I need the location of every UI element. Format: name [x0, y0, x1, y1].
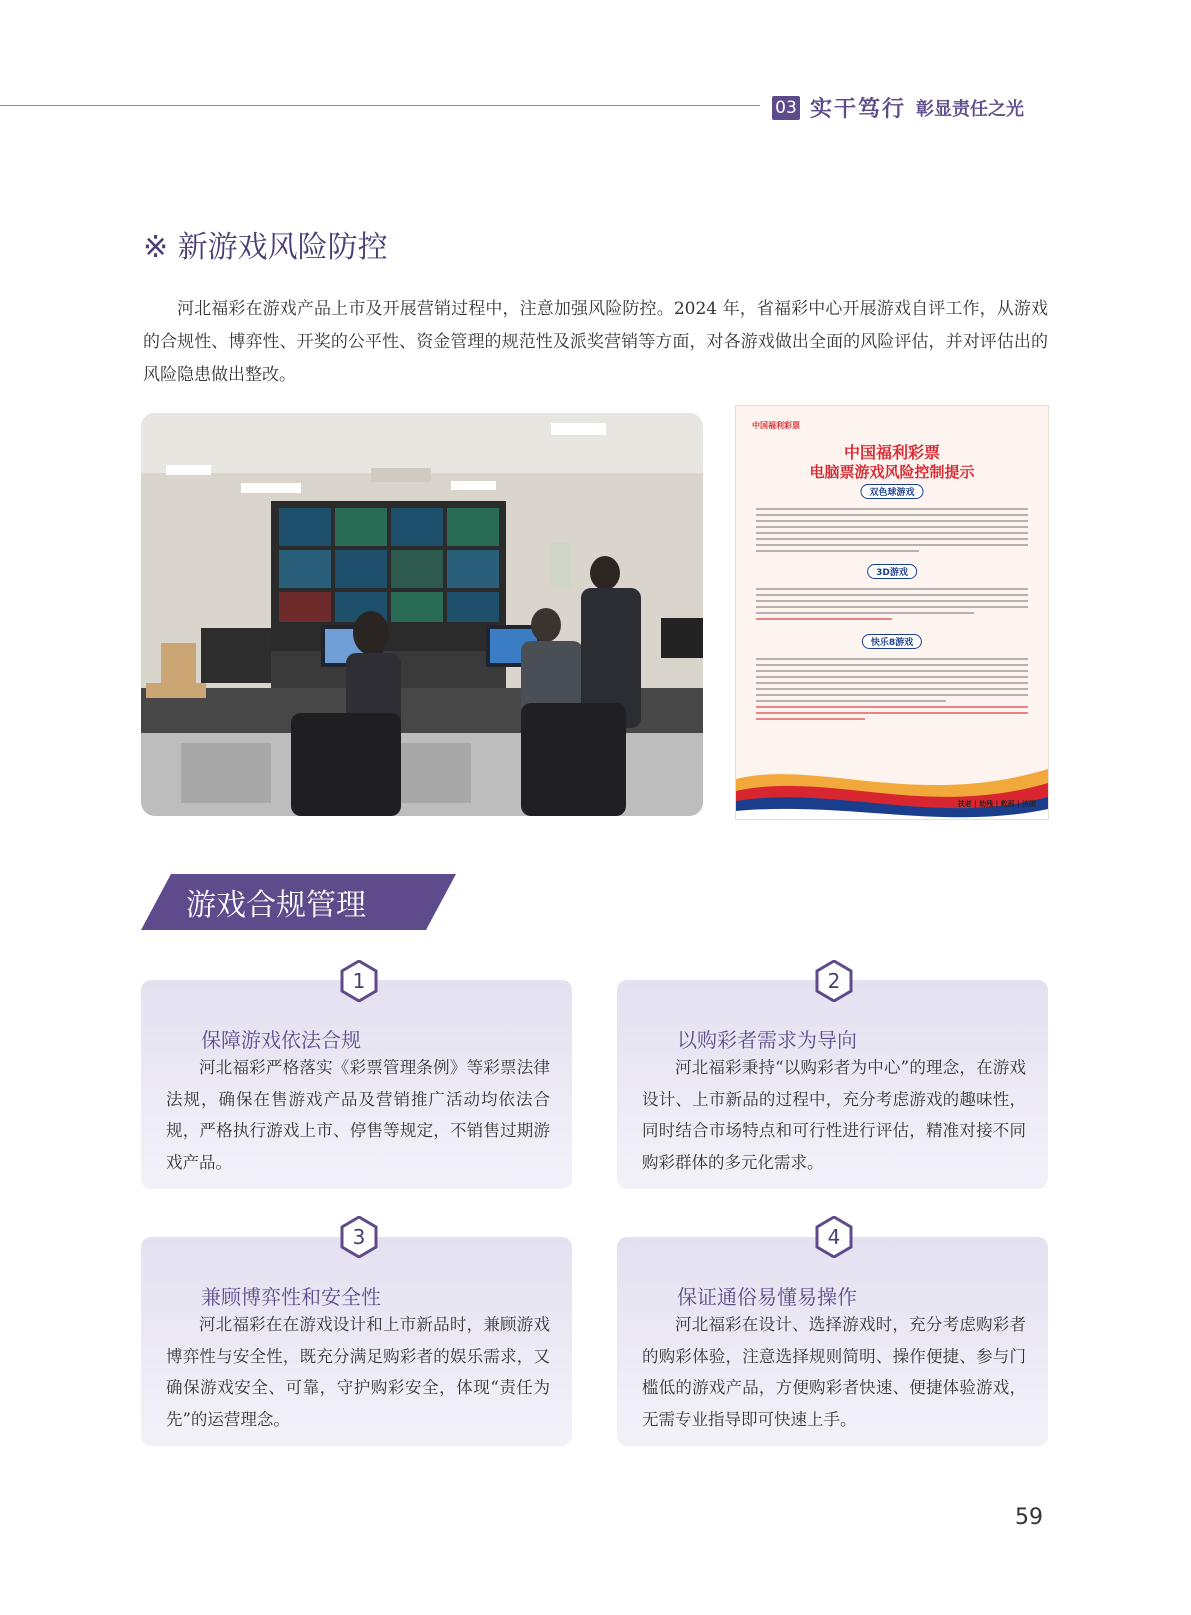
- poster-text-block-2: [756, 584, 1028, 624]
- card-number: 1: [352, 969, 366, 993]
- section-intro: 河北福彩在游戏产品上市及开展营销过程中，注意加强风险防控。2024 年，省福彩中心开展游戏自评工作，从游戏的合规性、博弈性、开奖的公平性、资金管理的规范性及派奖营销等方面，对各游戏做出全面的风险评估，并对评估出的风险隐患做出整改。: [143, 299, 1048, 385]
- compliance-banner-title: 游戏合规管理: [186, 888, 366, 923]
- card-title: 兼顾博弈性和安全性: [201, 1285, 381, 1309]
- card-number: 4: [827, 1225, 841, 1249]
- poster-footer: 扶老 | 助残 | 救孤 | 济困: [957, 800, 1036, 808]
- chapter-number: 03: [772, 96, 800, 120]
- compliance-card-3: [141, 1237, 572, 1446]
- card-body: 河北福彩秉持“以购彩者为中心”的理念，在游戏设计、上市新品的过程中，充分考虑游戏的趣味性，同时结合市场特点和可行性进行评估，精准对接不同购彩群体的多元化需求。: [642, 1058, 1026, 1172]
- card-title: 以购彩者需求为导向: [677, 1028, 857, 1052]
- page-number: 59: [1015, 1505, 1043, 1530]
- card-number: 2: [827, 969, 841, 993]
- risk-control-poster: [735, 405, 1049, 820]
- control-room-photo: [141, 413, 703, 816]
- card-title: 保障游戏依法合规: [201, 1028, 361, 1052]
- poster-tag-3d: 3D游戏: [867, 564, 917, 579]
- card-body: 河北福彩在在游戏设计和上市新品时，兼顾游戏博弈性与安全性，既充分满足购彩者的娱乐需求，又确保游戏安全、可靠，守护购彩安全，体现“责任为先”的运营理念。: [166, 1315, 550, 1429]
- card-body: 河北福彩严格落实《彩票管理条例》等彩票法律法规，确保在售游戏产品及营销推广活动均依法合规，严格执行游戏上市、停售等规定，不销售过期游戏产品。: [166, 1058, 550, 1172]
- poster-tag-kl8: 快乐8游戏: [862, 634, 922, 649]
- compliance-card-2: [617, 980, 1048, 1189]
- header-rule: [0, 105, 760, 106]
- chapter-subtitle: 彰显责任之光: [916, 98, 1025, 120]
- poster-text-block-1: [756, 504, 1028, 556]
- card-body: 河北福彩在设计、选择游戏时，充分考虑购彩者的购彩体验，注意选择规则简明、操作便捷、参与门槛低的游戏产品，方便购彩者快速、便捷体验游戏，无需专业指导即可快速上手。: [642, 1315, 1026, 1429]
- control-room-illustration: [141, 413, 703, 816]
- poster-tag-ssq: 双色球游戏: [860, 484, 923, 499]
- poster-heading-line2: 电脑票游戏风险控制提示: [809, 463, 975, 481]
- compliance-card-1: [141, 980, 572, 1189]
- card-number: 3: [352, 1225, 366, 1249]
- poster-text-block-3: [756, 654, 1028, 724]
- section-title: ※ 新游戏风险防控: [143, 230, 388, 265]
- card-title: 保证通俗易懂易操作: [677, 1285, 857, 1309]
- chapter-calligraphy: 实干笃行: [810, 96, 907, 122]
- compliance-card-4: [617, 1237, 1048, 1446]
- welfare-lottery-logo: 中国福利彩票: [752, 421, 800, 430]
- chapter-header: [772, 92, 1024, 123]
- poster-heading-line1: 中国福利彩票: [843, 443, 940, 462]
